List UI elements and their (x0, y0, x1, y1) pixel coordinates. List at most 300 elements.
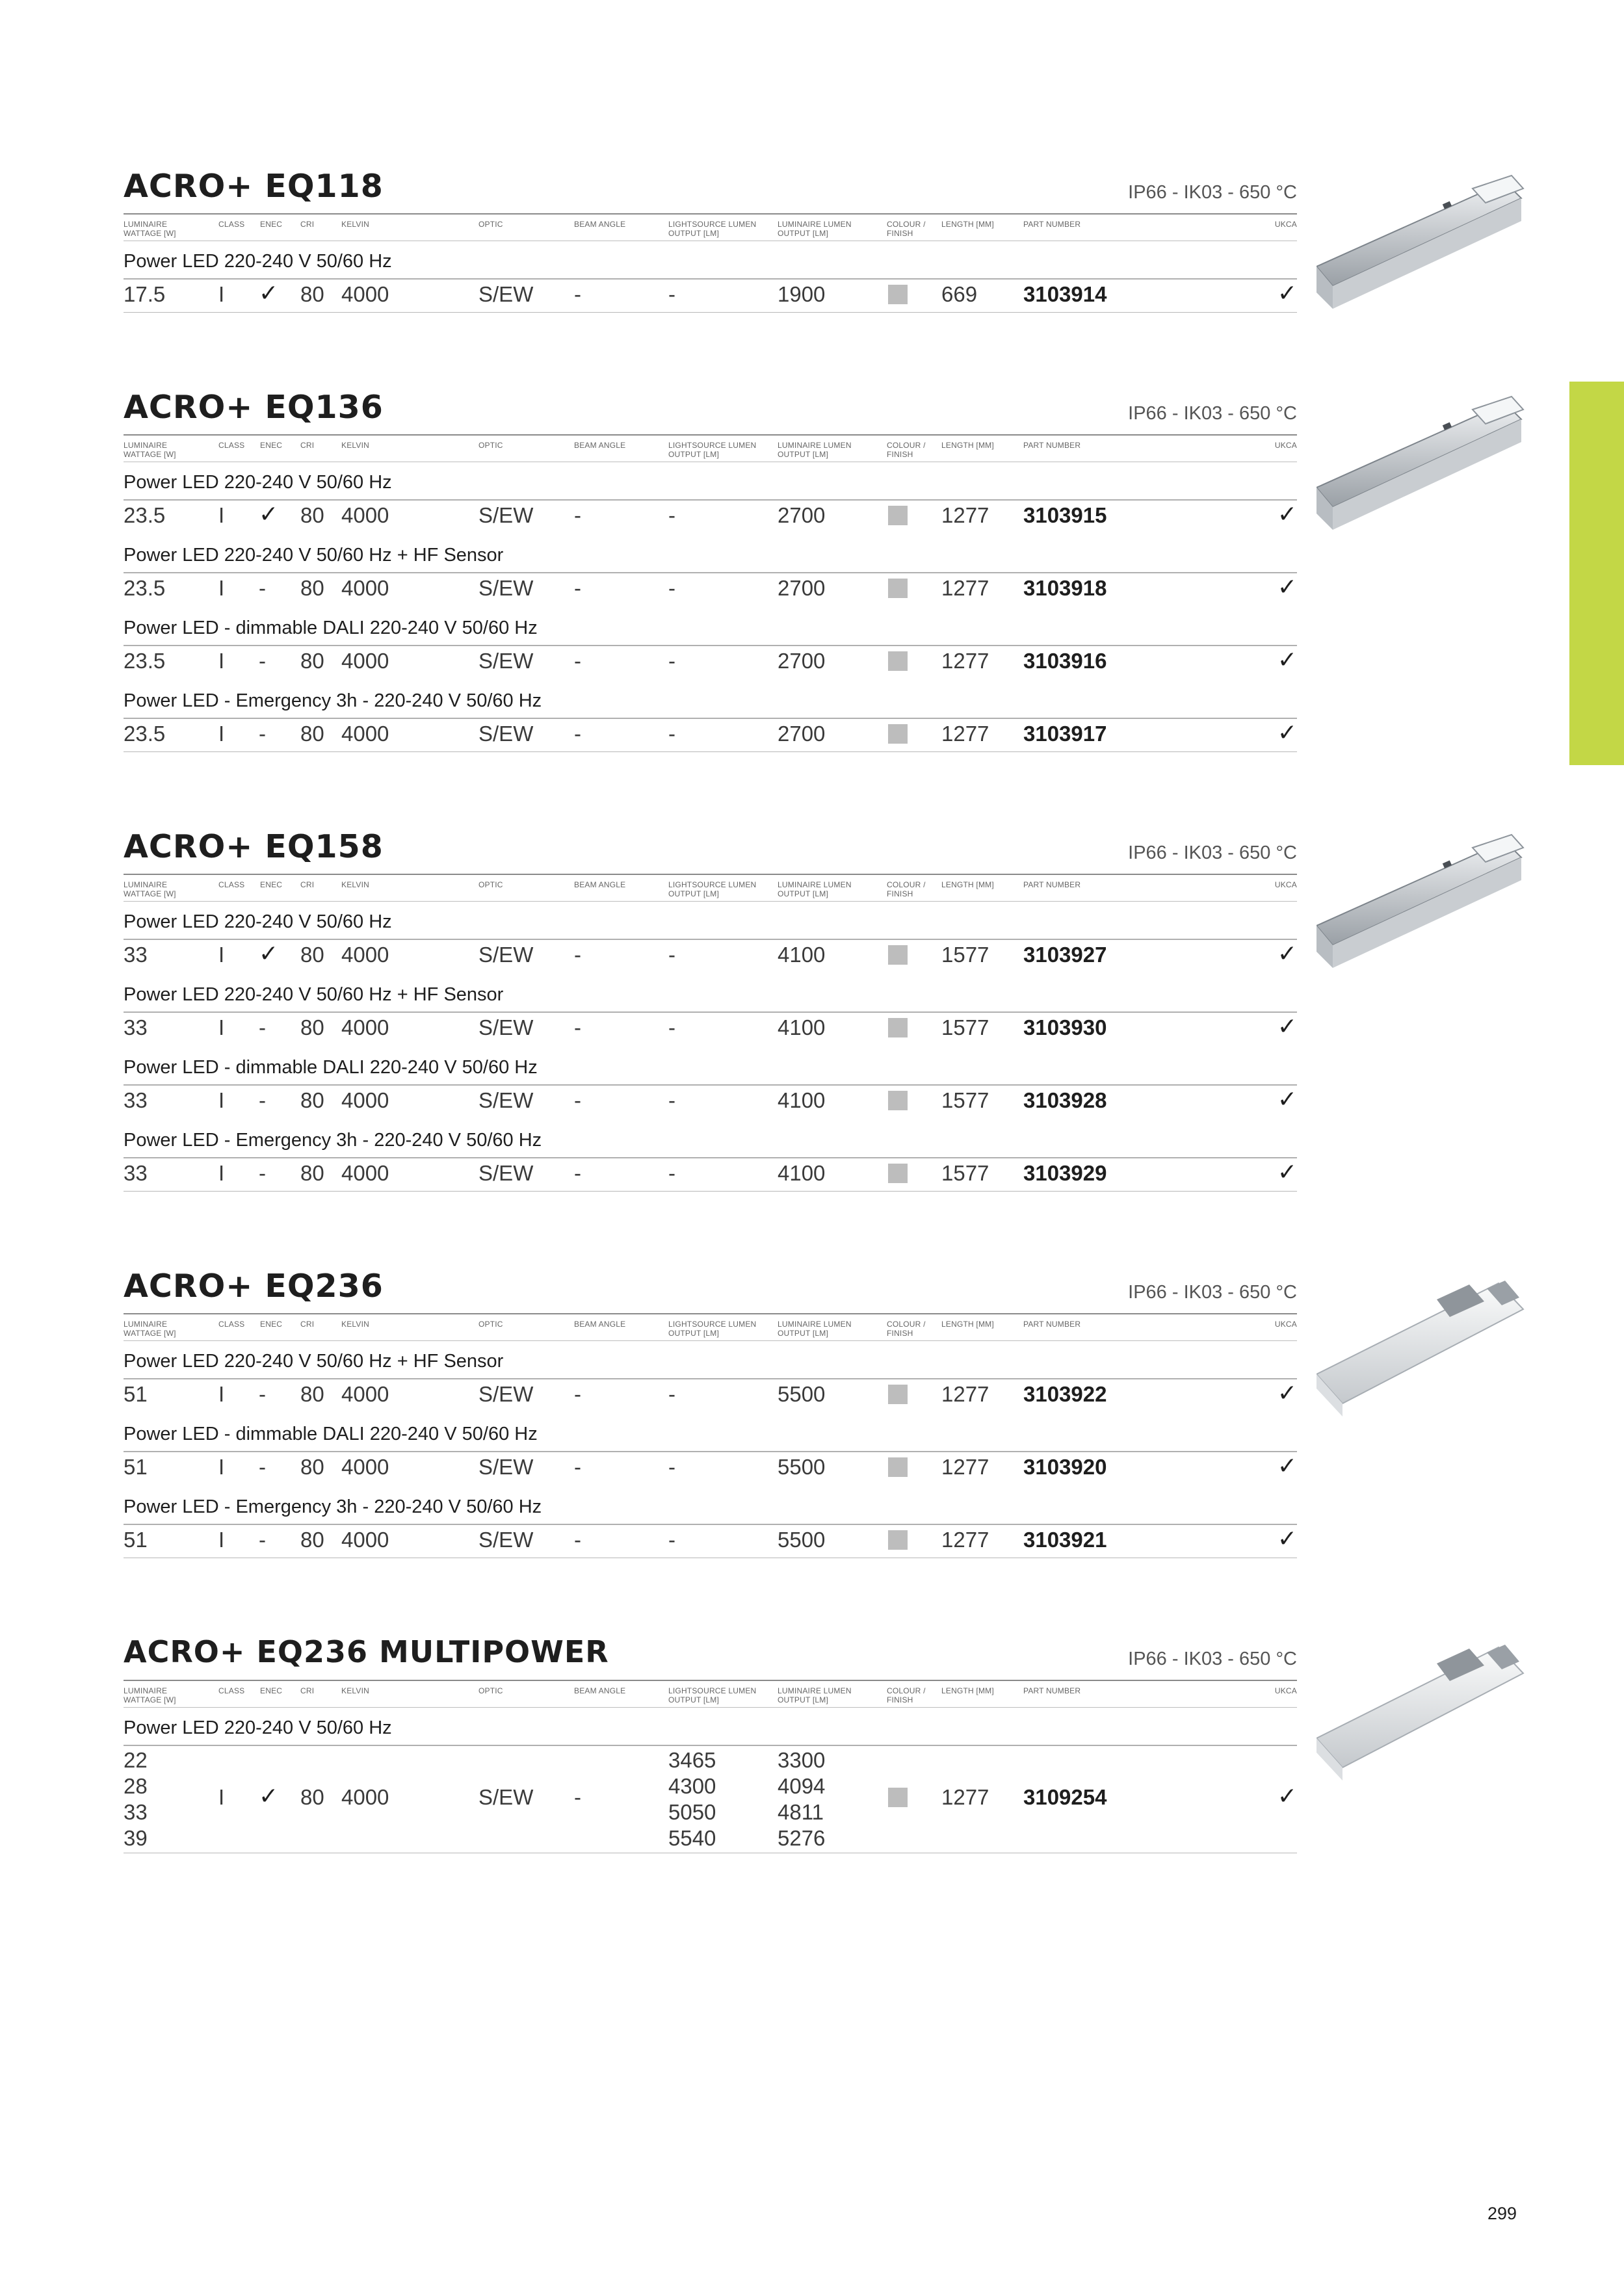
cell-lum-lumen: 4100 (778, 1015, 826, 1039)
cell-kelvin: 4000 (341, 722, 389, 746)
check-icon: ✓ (1277, 940, 1297, 967)
col-lum-lumen: LUMINAIRE LUMEN OUTPUT [LM] (778, 1320, 852, 1338)
col-wattage: LUMINAIRE WATTAGE [W] (124, 220, 176, 238)
cell-cri: 80 (300, 722, 324, 746)
cell-optic: S/EW (478, 1015, 534, 1039)
col-part: PART NUMBER (1023, 1320, 1081, 1329)
header-rule (124, 1313, 1297, 1314)
cell-length: 1577 (941, 1015, 989, 1039)
cell-length: 1277 (941, 503, 989, 527)
col-part: PART NUMBER (1023, 1686, 1081, 1695)
col-beam: BEAM ANGLE (574, 880, 626, 889)
col-ukca: UKCA (1274, 1686, 1297, 1695)
ip-rating: IP66 - IK03 - 650 °C (1128, 842, 1297, 863)
luminaire-eq136-image (1316, 384, 1525, 540)
col-length: LENGTH [MM] (941, 441, 994, 450)
row-rule-bottom (124, 1191, 1297, 1192)
check-icon: ✓ (1277, 1158, 1297, 1185)
cell-beam: - (574, 282, 581, 306)
col-colour: COLOUR / FINISH (887, 1320, 926, 1338)
cell-lum-lumen: 4100 (778, 943, 826, 967)
cell-optic: S/EW (478, 1088, 534, 1112)
row-rule-bottom (124, 312, 1297, 313)
cell-class: I (218, 1785, 225, 1809)
col-part: PART NUMBER (1023, 880, 1081, 889)
cell-lum-lumen: 3300 (778, 1748, 826, 1772)
check-icon: ✓ (1277, 646, 1297, 673)
col-lum-lumen: LUMINAIRE LUMEN OUTPUT [LM] (778, 441, 852, 459)
cell-optic: S/EW (478, 1528, 534, 1552)
col-colour: COLOUR / FINISH (887, 220, 926, 238)
cell-lum-lumen: 2700 (778, 649, 826, 673)
col-class: CLASS (218, 220, 245, 229)
cell-lum-lumen: 4811 (778, 1800, 824, 1824)
cell-optic: S/EW (478, 503, 534, 527)
cell-class: I (218, 649, 225, 673)
cell-lum-lumen: 2700 (778, 722, 826, 746)
cell-class: I (218, 943, 225, 967)
group-label: Power LED 220-240 V 50/60 Hz (124, 1717, 392, 1738)
cell-optic: S/EW (478, 649, 534, 673)
cell-wattage: 23.5 (124, 722, 166, 746)
cell-optic: S/EW (478, 1455, 534, 1479)
cell-ls-lumen-stack (668, 1747, 716, 1851)
cell-ls-lumen: - (668, 1455, 675, 1479)
cell-wattage: 33 (124, 1088, 148, 1112)
cell-ls-lumen: - (668, 1382, 675, 1406)
row-rule (124, 939, 1297, 940)
cell-ls-lumen: - (668, 282, 675, 306)
cell-lum-lumen: 4100 (778, 1088, 826, 1112)
col-cri: CRI (300, 880, 315, 889)
row-rule (124, 718, 1297, 719)
col-part: PART NUMBER (1023, 220, 1081, 229)
check-icon: ✓ (1277, 573, 1297, 600)
cell-optic: S/EW (478, 576, 534, 600)
cell-wattage: 33 (124, 943, 148, 967)
cell-kelvin: 4000 (341, 1015, 389, 1039)
col-lum-lumen: LUMINAIRE LUMEN OUTPUT [LM] (778, 220, 852, 238)
colour-swatch (888, 1018, 908, 1037)
cell-beam: - (574, 1382, 581, 1406)
cell-enec: - (259, 576, 266, 600)
cell-ls-lumen: - (668, 1161, 675, 1185)
cell-lum-lumen: 2700 (778, 576, 826, 600)
colour-swatch (888, 285, 908, 304)
col-class: CLASS (218, 1686, 245, 1695)
cell-ls-lumen: 5540 (668, 1826, 716, 1850)
cell-beam: - (574, 1455, 581, 1479)
colour-swatch (888, 945, 908, 965)
col-beam: BEAM ANGLE (574, 220, 626, 229)
row-rule (124, 572, 1297, 573)
cell-class: I (218, 1161, 225, 1185)
col-ls-lumen: LIGHTSOURCE LUMEN OUTPUT [LM] (668, 1320, 757, 1338)
col-cri: CRI (300, 1686, 315, 1695)
cell-enec: - (259, 1382, 266, 1406)
cell-lum-lumen: 1900 (778, 282, 826, 306)
cell-enec: - (259, 1455, 266, 1479)
col-enec: ENEC (260, 441, 283, 450)
row-rule (124, 1451, 1297, 1452)
cell-wattage: 51 (124, 1528, 148, 1552)
col-length: LENGTH [MM] (941, 220, 994, 229)
col-wattage: LUMINAIRE WATTAGE [W] (124, 1686, 176, 1704)
cell-kelvin: 4000 (341, 576, 389, 600)
cell-part-number: 3103927 (1023, 943, 1107, 967)
cell-cri: 80 (300, 1015, 324, 1039)
row-rule (124, 1378, 1297, 1379)
colour-swatch (888, 1385, 908, 1404)
col-enec: ENEC (260, 880, 283, 889)
group-label: Power LED 220-240 V 50/60 Hz + HF Sensor (124, 1351, 504, 1372)
check-icon: ✓ (1277, 1379, 1297, 1406)
col-part: PART NUMBER (1023, 441, 1081, 450)
cell-part-number: 3103920 (1023, 1455, 1107, 1479)
col-optic: OPTIC (478, 880, 503, 889)
cell-ls-lumen: 3465 (668, 1748, 716, 1772)
cell-wattage: 39 (124, 1826, 148, 1850)
cell-enec: - (259, 1161, 266, 1185)
cell-lum-lumen: 5500 (778, 1528, 826, 1552)
cell-enec: - (259, 722, 266, 746)
cell-length: 1277 (941, 722, 989, 746)
colour-swatch (888, 579, 908, 598)
cell-enec: - (259, 1015, 266, 1039)
col-cri: CRI (300, 441, 315, 450)
col-optic: OPTIC (478, 1320, 503, 1329)
cell-cri: 80 (300, 943, 324, 967)
col-optic: OPTIC (478, 220, 503, 229)
cell-kelvin: 4000 (341, 1455, 389, 1479)
cell-class: I (218, 576, 225, 600)
cell-kelvin: 4000 (341, 503, 389, 527)
group-label: Power LED 220-240 V 50/60 Hz (124, 472, 392, 493)
cell-beam: - (574, 1785, 581, 1809)
cell-ls-lumen: - (668, 1528, 675, 1552)
cell-beam: - (574, 576, 581, 600)
cell-lum-lumen: 5500 (778, 1382, 826, 1406)
cell-class: I (218, 722, 225, 746)
col-beam: BEAM ANGLE (574, 441, 626, 450)
col-optic: OPTIC (478, 1686, 503, 1695)
product-section-eq236 (124, 1268, 1297, 1573)
check-icon: ✓ (259, 940, 279, 967)
cell-lum-lumen: 2700 (778, 503, 826, 527)
group-label: Power LED - dimmable DALI 220-240 V 50/60 Hz (124, 1424, 538, 1444)
cell-wattage: 51 (124, 1455, 148, 1479)
cell-beam: - (574, 1528, 581, 1552)
product-section-eq236-multipower (124, 1634, 1297, 1855)
cell-part-number: 3103914 (1023, 282, 1107, 306)
product-title: ACRO+ EQ118 (124, 168, 384, 205)
row-rule-bottom (124, 751, 1297, 752)
cell-class: I (218, 1015, 225, 1039)
header-rule (124, 434, 1297, 436)
product-title: ACRO+ EQ158 (124, 828, 384, 865)
cell-part-number: 3103921 (1023, 1528, 1107, 1552)
cell-optic: S/EW (478, 943, 534, 967)
cell-lum-lumen: 5500 (778, 1455, 826, 1479)
col-length: LENGTH [MM] (941, 1320, 994, 1329)
check-icon: ✓ (1277, 501, 1297, 527)
cell-ls-lumen: - (668, 1088, 675, 1112)
cell-part-number: 3103928 (1023, 1088, 1107, 1112)
cell-optic: S/EW (478, 1785, 534, 1809)
cell-ls-lumen: - (668, 649, 675, 673)
cell-enec: - (259, 1088, 266, 1112)
col-kelvin: KELVIN (341, 880, 369, 889)
cell-part-number: 3103915 (1023, 503, 1107, 527)
col-ukca: UKCA (1274, 880, 1297, 889)
row-rule (124, 499, 1297, 501)
col-colour: COLOUR / FINISH (887, 1686, 926, 1704)
colour-swatch (888, 1164, 908, 1183)
col-kelvin: KELVIN (341, 1686, 369, 1695)
cell-ls-lumen: - (668, 943, 675, 967)
col-length: LENGTH [MM] (941, 880, 994, 889)
cell-optic: S/EW (478, 1161, 534, 1185)
product-title: ACRO+ EQ236 MULTIPOWER (124, 1634, 609, 1669)
ip-rating: IP66 - IK03 - 650 °C (1128, 182, 1297, 203)
row-rule (124, 1524, 1297, 1525)
col-colour: COLOUR / FINISH (887, 441, 926, 459)
check-icon: ✓ (259, 280, 279, 306)
group-label: Power LED - Emergency 3h - 220-240 V 50/60 Hz (124, 1130, 542, 1151)
group-label: Power LED - Emergency 3h - 220-240 V 50/60 Hz (124, 690, 542, 711)
col-ls-lumen: LIGHTSOURCE LUMEN OUTPUT [LM] (668, 1686, 757, 1704)
cell-cri: 80 (300, 1455, 324, 1479)
cell-kelvin: 4000 (341, 649, 389, 673)
check-icon: ✓ (1277, 1013, 1297, 1039)
col-ls-lumen: LIGHTSOURCE LUMEN OUTPUT [LM] (668, 441, 757, 459)
cell-part-number: 3109254 (1023, 1785, 1107, 1809)
cell-cri: 80 (300, 1785, 324, 1809)
col-beam: BEAM ANGLE (574, 1686, 626, 1695)
cell-ls-lumen: - (668, 576, 675, 600)
cell-kelvin: 4000 (341, 1382, 389, 1406)
ip-rating: IP66 - IK03 - 650 °C (1128, 1649, 1297, 1669)
cell-lum-lumen: 5276 (778, 1826, 826, 1850)
row-rule (124, 645, 1297, 646)
row-rule (124, 1011, 1297, 1013)
cell-length: 1577 (941, 1161, 989, 1185)
cell-kelvin: 4000 (341, 282, 389, 306)
col-ukca: UKCA (1274, 441, 1297, 450)
col-ls-lumen: LIGHTSOURCE LUMEN OUTPUT [LM] (668, 220, 757, 238)
col-class: CLASS (218, 441, 245, 450)
cell-lum-lumen-stack (778, 1747, 825, 1851)
cell-ls-lumen: - (668, 722, 675, 746)
cell-length: 1577 (941, 943, 989, 967)
cell-length: 1277 (941, 1455, 989, 1479)
header-rule (124, 1680, 1297, 1681)
cell-ls-lumen: 4300 (668, 1774, 716, 1798)
cell-beam: - (574, 1088, 581, 1112)
cell-part-number: 3103918 (1023, 576, 1107, 600)
cell-cri: 80 (300, 503, 324, 527)
cell-cri: 80 (300, 1528, 324, 1552)
product-title: ACRO+ EQ136 (124, 389, 384, 426)
check-icon: ✓ (1277, 1782, 1297, 1809)
group-label: Power LED - Emergency 3h - 220-240 V 50/60 Hz (124, 1496, 542, 1517)
cell-wattage: 28 (124, 1774, 148, 1798)
page-number: 299 (1487, 2204, 1517, 2223)
cell-lum-lumen: 4100 (778, 1161, 826, 1185)
check-icon: ✓ (259, 501, 279, 527)
cell-cri: 80 (300, 1382, 324, 1406)
ip-rating: IP66 - IK03 - 650 °C (1128, 403, 1297, 424)
col-wattage: LUMINAIRE WATTAGE [W] (124, 441, 176, 459)
luminaire-eq236-image (1316, 1264, 1525, 1420)
cell-class: I (218, 1455, 225, 1479)
cell-kelvin: 4000 (341, 943, 389, 967)
col-ukca: UKCA (1274, 220, 1297, 229)
cell-part-number: 3103929 (1023, 1161, 1107, 1185)
cell-length: 669 (941, 282, 978, 306)
luminaire-eq158-image (1316, 822, 1525, 978)
col-lum-lumen: LUMINAIRE LUMEN OUTPUT [LM] (778, 1686, 852, 1704)
group-label: Power LED - dimmable DALI 220-240 V 50/60 Hz (124, 618, 538, 638)
col-enec: ENEC (260, 220, 283, 229)
cell-kelvin: 4000 (341, 1161, 389, 1185)
col-beam: BEAM ANGLE (574, 1320, 626, 1329)
check-icon: ✓ (1277, 1086, 1297, 1112)
group-label: Power LED 220-240 V 50/60 Hz (124, 911, 392, 932)
cell-part-number: 3103922 (1023, 1382, 1107, 1406)
cell-kelvin: 4000 (341, 1088, 389, 1112)
check-icon: ✓ (1277, 1452, 1297, 1479)
cell-wattage: 51 (124, 1382, 148, 1406)
cell-optic: S/EW (478, 1382, 534, 1406)
col-class: CLASS (218, 1320, 245, 1329)
header-rule-bottom (124, 901, 1297, 902)
header-rule-bottom (124, 1707, 1297, 1708)
check-icon: ✓ (259, 1782, 279, 1809)
col-kelvin: KELVIN (341, 1320, 369, 1329)
cell-enec: - (259, 1528, 266, 1552)
colour-swatch (888, 724, 908, 744)
cell-wattage: 17.5 (124, 282, 166, 306)
cell-wattage: 23.5 (124, 503, 166, 527)
cell-ls-lumen: 5050 (668, 1800, 716, 1824)
col-class: CLASS (218, 880, 245, 889)
col-enec: ENEC (260, 1320, 283, 1329)
colour-swatch (888, 1457, 908, 1477)
cell-ls-lumen: - (668, 503, 675, 527)
cell-class: I (218, 1528, 225, 1552)
colour-swatch (888, 1788, 908, 1807)
product-section-eq136 (124, 389, 1297, 766)
cell-length: 1277 (941, 1785, 989, 1809)
cell-beam: - (574, 649, 581, 673)
cell-kelvin: 4000 (341, 1785, 389, 1809)
cell-part-number: 3103916 (1023, 649, 1107, 673)
product-section-eq118 (124, 168, 1297, 363)
col-kelvin: KELVIN (341, 441, 369, 450)
group-label: Power LED - dimmable DALI 220-240 V 50/60 Hz (124, 1057, 538, 1078)
row-rule (124, 1084, 1297, 1086)
cell-wattage: 33 (124, 1800, 148, 1824)
cell-class: I (218, 1088, 225, 1112)
cell-beam: - (574, 1015, 581, 1039)
group-label: Power LED 220-240 V 50/60 Hz + HF Sensor (124, 984, 504, 1005)
cell-lum-lumen: 4094 (778, 1774, 826, 1798)
cell-length: 1577 (941, 1088, 989, 1112)
cell-length: 1277 (941, 649, 989, 673)
cell-length: 1277 (941, 1382, 989, 1406)
chapter-color-tab (1569, 382, 1624, 765)
group-label: Power LED 220-240 V 50/60 Hz + HF Sensor (124, 545, 504, 566)
col-ls-lumen: LIGHTSOURCE LUMEN OUTPUT [LM] (668, 880, 757, 898)
col-enec: ENEC (260, 1686, 283, 1695)
cell-length: 1277 (941, 576, 989, 600)
cell-ls-lumen: - (668, 1015, 675, 1039)
cell-wattage: 23.5 (124, 649, 166, 673)
header-rule (124, 874, 1297, 875)
col-lum-lumen: LUMINAIRE LUMEN OUTPUT [LM] (778, 880, 852, 898)
cell-kelvin: 4000 (341, 1528, 389, 1552)
product-section-eq158 (124, 828, 1297, 1205)
cell-optic: S/EW (478, 722, 534, 746)
cell-part-number: 3103917 (1023, 722, 1107, 746)
cell-beam: - (574, 943, 581, 967)
col-ukca: UKCA (1274, 1320, 1297, 1329)
col-cri: CRI (300, 220, 315, 229)
product-title: ACRO+ EQ236 (124, 1268, 384, 1305)
row-rule (124, 1157, 1297, 1158)
cell-cri: 80 (300, 576, 324, 600)
colour-swatch (888, 651, 908, 671)
header-rule (124, 213, 1297, 215)
check-icon: ✓ (1277, 719, 1297, 746)
colour-swatch (888, 1091, 908, 1110)
cell-beam: - (574, 503, 581, 527)
check-icon: ✓ (1277, 280, 1297, 306)
luminaire-eq236-multipower-image (1316, 1628, 1525, 1784)
col-wattage: LUMINAIRE WATTAGE [W] (124, 880, 176, 898)
cell-class: I (218, 282, 225, 306)
cell-cri: 80 (300, 282, 324, 306)
cell-wattage: 33 (124, 1161, 148, 1185)
colour-swatch (888, 506, 908, 525)
cell-class: I (218, 503, 225, 527)
cell-cri: 80 (300, 1088, 324, 1112)
cell-enec: - (259, 649, 266, 673)
cell-beam: - (574, 1161, 581, 1185)
col-wattage: LUMINAIRE WATTAGE [W] (124, 1320, 176, 1338)
col-optic: OPTIC (478, 441, 503, 450)
col-kelvin: KELVIN (341, 220, 369, 229)
col-length: LENGTH [MM] (941, 1686, 994, 1695)
group-label: Power LED 220-240 V 50/60 Hz (124, 251, 392, 272)
col-colour: COLOUR / FINISH (887, 880, 926, 898)
cell-beam: - (574, 722, 581, 746)
cell-wattage: 23.5 (124, 576, 166, 600)
cell-cri: 80 (300, 649, 324, 673)
ip-rating: IP66 - IK03 - 650 °C (1128, 1282, 1297, 1303)
cell-wattage-stack (124, 1747, 148, 1851)
cell-optic: S/EW (478, 282, 534, 306)
cell-wattage: 22 (124, 1748, 148, 1772)
cell-cri: 80 (300, 1161, 324, 1185)
col-cri: CRI (300, 1320, 315, 1329)
check-icon: ✓ (1277, 1525, 1297, 1552)
cell-class: I (218, 1382, 225, 1406)
luminaire-eq118-image (1316, 163, 1525, 319)
cell-length: 1277 (941, 1528, 989, 1552)
row-rule (124, 1745, 1297, 1746)
